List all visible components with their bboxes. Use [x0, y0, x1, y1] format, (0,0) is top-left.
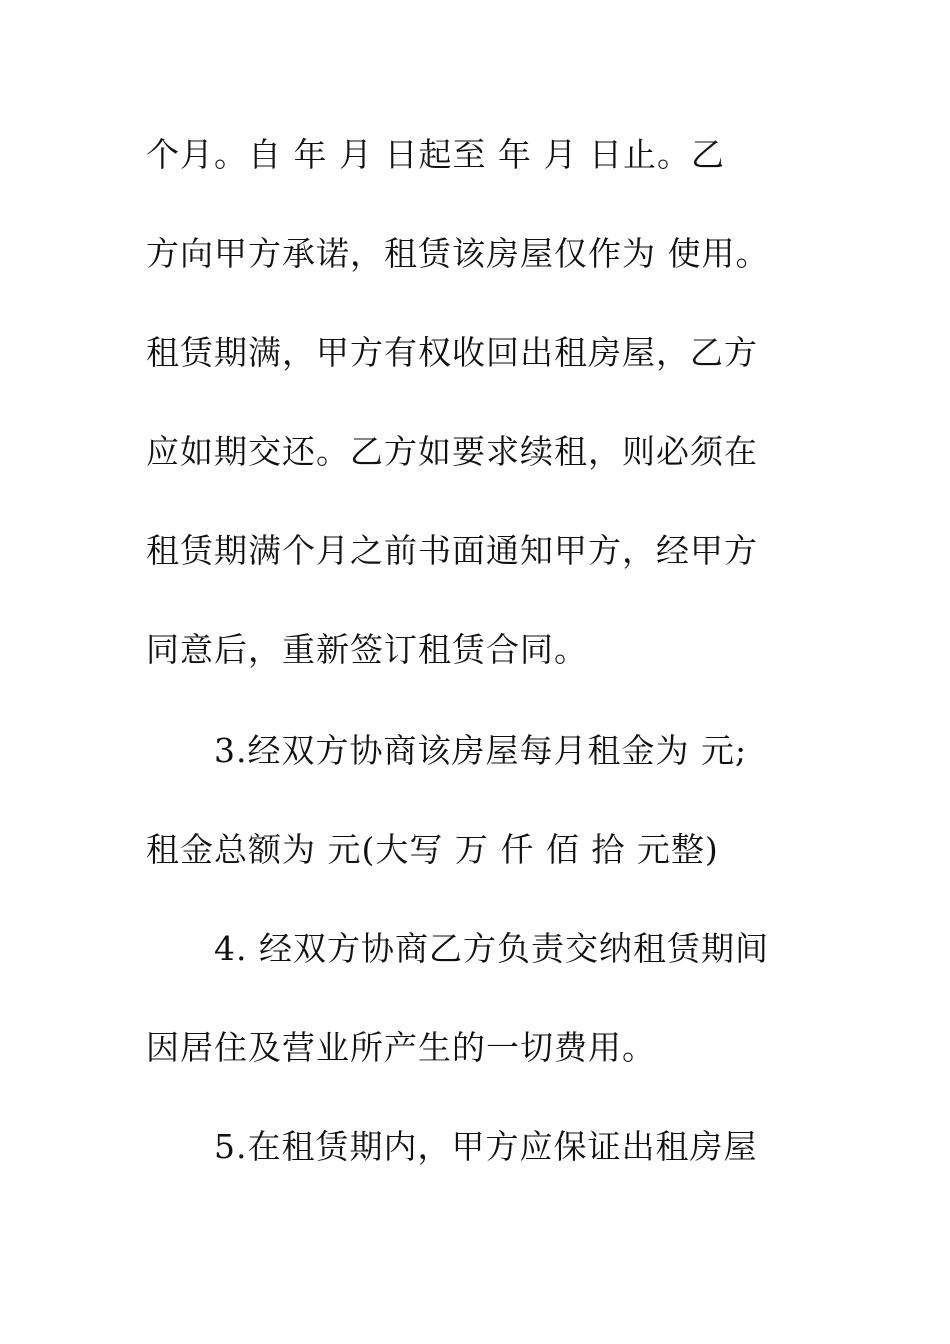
text-line-2: 方向甲方承诺，租赁该房屋仅作为 使用。 [146, 234, 770, 273]
clause-3-line-2: 租金总额为 元(大写 万 仟 佰 拾 元整) [146, 830, 719, 869]
text-line-1: 个月。自 年 月 日起至 年 月 日止。乙 [146, 135, 725, 174]
clause-5-line-1: 5.在租赁期内，甲方应保证出租房屋 [214, 1127, 758, 1166]
clause-4-line-2: 因居住及营业所产生的一切费用。 [146, 1028, 656, 1067]
text-line-4: 应如期交还。乙方如要求续租，则必须在 [146, 432, 758, 471]
clause-4-line-1: 4. 经双方协商乙方负责交纳租赁期间 [214, 929, 769, 968]
text-line-5: 租赁期满个月之前书面通知甲方，经甲方 [146, 531, 758, 570]
clause-3-line-1: 3.经双方协商该房屋每月租金为 元; [214, 731, 748, 770]
text-line-6: 同意后，重新签订租赁合同。 [146, 630, 588, 669]
text-line-3: 租赁期满，甲方有权收回出租房屋，乙方 [146, 333, 758, 372]
